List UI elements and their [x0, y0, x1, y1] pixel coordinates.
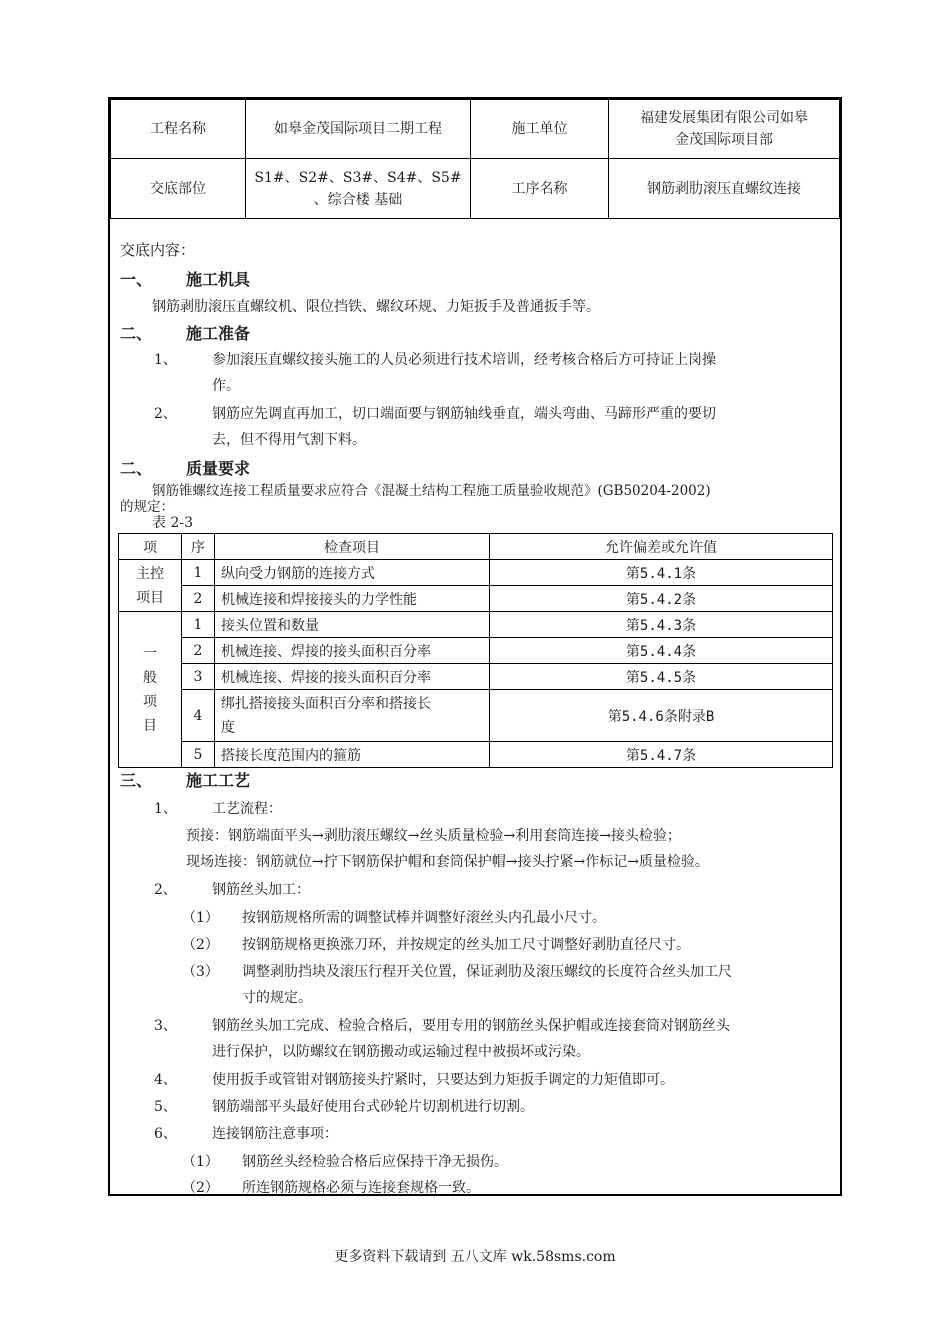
quality-table	[118, 533, 833, 768]
location-line1: S1#、S2#、S3#、S4#、S5#	[254, 169, 462, 186]
header-table	[110, 99, 840, 219]
unit-label: 施工单位	[471, 100, 609, 159]
s4-site-connect: 现场连接：钢筋就位→拧下钢筋保护帽和套筒保护帽→接头拧紧→作标记→质量检验。	[186, 854, 709, 870]
s4-item2-b: 按钢筋规格更换涨刀环，并按规定的丝头加工尺寸调整好剥肋直径尺寸。	[242, 937, 690, 953]
s4-item6-a: 钢筋丝头经检验合格后应保持干净无损伤。	[242, 1154, 508, 1170]
section-4-title: 施工工艺	[186, 771, 251, 790]
table-row	[119, 560, 833, 586]
section-1-title: 施工机具	[186, 270, 251, 289]
general-label-2: 般	[143, 669, 157, 686]
s4-item3-line2: 进行保护，以防螺纹在钢筋搬动或运输过程中被损坏或污染。	[212, 1044, 590, 1060]
row-item: 纵向受力钢筋的连接方式	[215, 560, 490, 586]
s4-item2-num: 2、	[154, 882, 177, 898]
unit-name	[609, 100, 840, 159]
table-row	[119, 742, 833, 768]
row-item: 搭接长度范围内的箍筋	[215, 742, 490, 768]
general-label-1: 一	[143, 645, 157, 662]
table-row	[119, 638, 833, 664]
s2-item1-line2: 作。	[212, 378, 240, 394]
row-value: 第5.4.2条	[490, 586, 833, 612]
s2-item2-line2: 去，但不得用气割下料。	[212, 432, 366, 448]
s4-item2-c-num: （3）	[182, 964, 219, 980]
section-1-num: 一、	[120, 270, 153, 289]
main-label-1: 主控	[136, 565, 164, 582]
section-2-title: 施工准备	[186, 324, 251, 343]
project-name-label: 工程名称	[111, 100, 246, 159]
s4-item2-c-line1: 调整剥肋挡块及滚压行程开关位置，保证剥肋及滚压螺纹的长度符合丝头加工尺	[242, 964, 732, 980]
row-value: 第5.4.5条	[490, 664, 833, 690]
table-row	[119, 612, 833, 638]
section-3-num: 二、	[120, 459, 153, 478]
s4-item3-num: 3、	[154, 1018, 177, 1034]
s2-item1-num: 1、	[154, 352, 177, 368]
row-seq: 4	[182, 690, 215, 742]
s4-item4: 使用扳手或管钳对钢筋接头拧紧时，只要达到力矩扳手调定的力矩值即可。	[212, 1072, 674, 1088]
s4-item5-num: 5、	[154, 1099, 177, 1115]
s4-item2-a: 按钢筋规格所需的调整试棒并调整好滚丝头内孔最小尺寸。	[242, 910, 606, 926]
row-seq: 1	[182, 612, 215, 638]
col-check-header: 检查项目	[215, 534, 490, 560]
s4-item6-b-num: （2）	[182, 1180, 219, 1196]
row-value: 第5.4.1条	[490, 560, 833, 586]
general-label-4: 目	[143, 717, 157, 734]
section-3-text2: 的规定：	[120, 499, 174, 515]
row-item: 机械连接、焊接的接头面积百分率	[215, 664, 490, 690]
row-item-line2: 度	[221, 719, 235, 736]
section-2-num: 二、	[120, 324, 153, 343]
row-seq: 5	[182, 742, 215, 768]
row-value: 第5.4.7条	[490, 742, 833, 768]
section-3-title: 质量要求	[186, 459, 251, 478]
row-item-line1: 绑扎搭接接头面积百分率和搭接长	[221, 695, 431, 712]
s4-item6-title: 连接钢筋注意事项：	[212, 1126, 338, 1142]
row-item: 机械连接和焊接接头的力学性能	[215, 586, 490, 612]
location-label: 交底部位	[111, 159, 246, 219]
section-1-text: 钢筋剥肋滚压直螺纹机、限位挡铁、螺纹环规、力矩扳手及普通扳手等。	[152, 299, 600, 315]
col-item-header: 项	[119, 534, 182, 560]
s4-item5: 钢筋端部平头最好使用台式砂轮片切割机进行切割。	[212, 1099, 534, 1115]
s4-item6-a-num: （1）	[182, 1154, 219, 1170]
row-value: 第5.4.6条附录B	[490, 690, 833, 742]
row-seq: 2	[182, 586, 215, 612]
s2-item2-num: 2、	[154, 406, 177, 422]
section-3-text1: 钢筋锥螺纹连接工程质量要求应符合《混凝土结构工程施工质量验收规范》(GB50204-2002)	[152, 483, 711, 499]
col-seq-header: 序	[182, 534, 215, 560]
s4-item2-c-line2: 寸的规定。	[242, 990, 312, 1006]
project-name: 如皋金茂国际项目二期工程	[246, 100, 471, 159]
row-item	[215, 690, 490, 742]
s4-item6-b: 所连钢筋规格必须与连接套规格一致。	[242, 1180, 480, 1196]
process-label: 工序名称	[471, 159, 609, 219]
table-row	[119, 664, 833, 690]
row-seq: 1	[182, 560, 215, 586]
s2-item2-line1: 钢筋应先调直再加工，切口端面要与钢筋轴线垂直，端头弯曲、马蹄形严重的要切	[212, 406, 716, 422]
process-name: 钢筋剥肋滚压直螺纹连接	[609, 159, 840, 219]
location-value	[246, 159, 471, 219]
s4-item1-title: 工艺流程：	[212, 801, 282, 817]
intro: 交底内容：	[120, 241, 196, 259]
table-caption: 表 2-3	[152, 515, 193, 531]
col-allow-header: 允许偏差或允许值	[490, 534, 833, 560]
table-row	[119, 586, 833, 612]
row-seq: 2	[182, 638, 215, 664]
s4-item2-b-num: （2）	[182, 937, 219, 953]
general-label-3: 项	[143, 693, 157, 710]
unit-name-line1: 福建发展集团有限公司如皋	[640, 110, 808, 126]
main-control-label	[119, 560, 182, 612]
s2-item1-line1: 参加滚压直螺纹接头施工的人员必须进行技术培训，经考核合格后方可持证上岗操	[212, 352, 716, 368]
document-frame	[108, 97, 842, 1196]
unit-name-line2: 金茂国际项目部	[675, 132, 773, 148]
location-line2: 、综合楼 基础	[313, 191, 403, 208]
general-items-label	[119, 612, 182, 768]
table-row	[119, 690, 833, 742]
row-value: 第5.4.3条	[490, 612, 833, 638]
s4-item6-num: 6、	[154, 1126, 177, 1142]
section-4-num: 三、	[120, 771, 153, 790]
s4-item4-num: 4、	[154, 1072, 177, 1088]
footer-link[interactable]: 更多资料下载请到 五八文库 wk.58sms.com	[334, 1249, 616, 1265]
row-value: 第5.4.4条	[490, 638, 833, 664]
s4-item1-num: 1、	[154, 801, 177, 817]
main-label-2: 项目	[136, 589, 164, 606]
row-item: 机械连接、焊接的接头面积百分率	[215, 638, 490, 664]
s4-item2-a-num: （1）	[182, 910, 219, 926]
row-item: 接头位置和数量	[215, 612, 490, 638]
row-seq: 3	[182, 664, 215, 690]
s4-item3-line1: 钢筋丝头加工完成、检验合格后，要用专用的钢筋丝头保护帽或连接套筒对钢筋丝头	[212, 1018, 730, 1034]
s4-pre-connect: 预接：钢筋端面平头→剥肋滚压螺纹→丝头质量检验→利用套筒连接→接头检验；	[186, 828, 681, 844]
s4-item2-title: 钢筋丝头加工：	[212, 882, 310, 898]
